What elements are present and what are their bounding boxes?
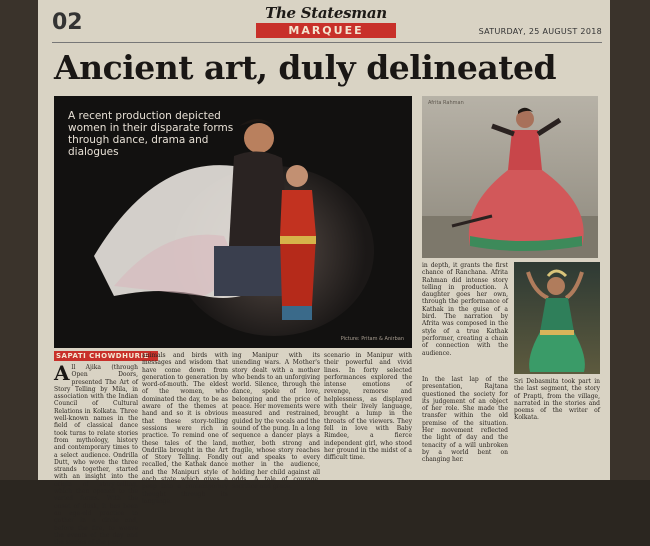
article-column-7: Sri Debasmita took part in the last segment, the story of Prapti, from the village, narrated in the stories and poems of the writer of Kolkata.	[514, 378, 600, 422]
main-photo	[54, 96, 412, 348]
right-background	[610, 0, 650, 480]
newspaper-page	[38, 0, 610, 546]
dancer-green-illustration	[514, 262, 600, 374]
side-photo-top	[422, 96, 598, 258]
side-photo-bottom	[514, 262, 600, 374]
dateline: SATURDAY, 25 AUGUST 2018	[478, 27, 602, 36]
article-column-6: In the last lap of the presentation, Rajtana questioned the society for its judgement of an object of her role. She made the transfer within the old premise of the situation. Her movement reflected the light of day and the tenacity of a will unbroken by a world bent on changing her.	[422, 376, 508, 464]
article-column-2: animals and birds with messages and wisdom that have come down from generation to generation by word-of-mouth. The eldest of the women, who dominated the day, to be as aware of the themes at hand and so it is obvious that these story-telling sessions were rich in practice. To remind one of these tales of the land, Ondrilla brought in the Art of Story Telling. Fondly recalled, the Kathak dance and the Manipuri style of each state which gives a peep into a contemporary thought through its language.	[142, 352, 228, 505]
article-column-3: ing Manipur with its unending wars. A Mother's story dealt with a mother who bends to an unforgiving world. Silence, through the dance, spoke of love, belonging and the price of peace. Her movements were measured and restrained, guided by the vocals and the sound of the pung. In a long sequence a dancer plays a mother, both strong and fragile, whose story reaches out and speaks to every mother in the audience, holding her child against all odds. A tale of courage, sacrifice and grace.	[232, 352, 320, 491]
article-column-5: in depth, it grants the first chance of Ranchana. Afrita Rahman did intense story telling in production. A daughter goes her own, through the performance of Kathak in the guise of a bird. The narration by Afrita was composed in the style of a true Kathak performer, creating a chain of connection with the audience.	[422, 262, 508, 357]
byline: SAPATI CHOWDHURIE	[56, 352, 149, 360]
dancer-red-illustration	[422, 96, 598, 258]
article-column-4: scenario in Manipur with their powerful and vivid lines. In forty selected performances explored the intense emotions of revenge, remorse and helplessness, as displayed with their lively language, brought a lump in the throats of the viewers. They fell in love with Baby Rimdee, a fierce independent girl, who stood her ground in the midst of a difficult time.	[324, 352, 412, 462]
masthead-name: The Statesman	[265, 4, 387, 22]
header-rule	[52, 42, 602, 43]
page-number: 02	[52, 10, 83, 35]
column-text-1: ll Ajika (through Open Doors, presented The Art of Story Telling by Mila, in association with the Indian Council of Cultural Relations in Kolkata. Three well-known names in the field of classical dance took turns to relate stories from mythology, history and contemporary times to a select audience. Ondrilla Dutt, who wove the three strands together, started with an insight into the origin of story-telling, which then opened to the varied forms. With the onset of dusk, it has been an age-old practice to gather in a circle and, before the fire, to weave the events of the day and the stories of the past.	[54, 364, 138, 546]
section-banner: MARQUEE	[256, 23, 396, 38]
photo-caption: A recent production depicted women in their disparate forms through dance, drama and dialogues	[68, 110, 234, 158]
article-column-1	[54, 361, 138, 546]
photo-credit: Picture: Pritam & Anirban	[340, 336, 404, 342]
headline: Ancient art, duly delineated	[54, 48, 557, 87]
drop-cap: A	[54, 361, 70, 385]
left-background	[0, 0, 38, 480]
masthead	[256, 4, 396, 38]
side-photo-credit: Afrita Rahman	[428, 100, 464, 106]
